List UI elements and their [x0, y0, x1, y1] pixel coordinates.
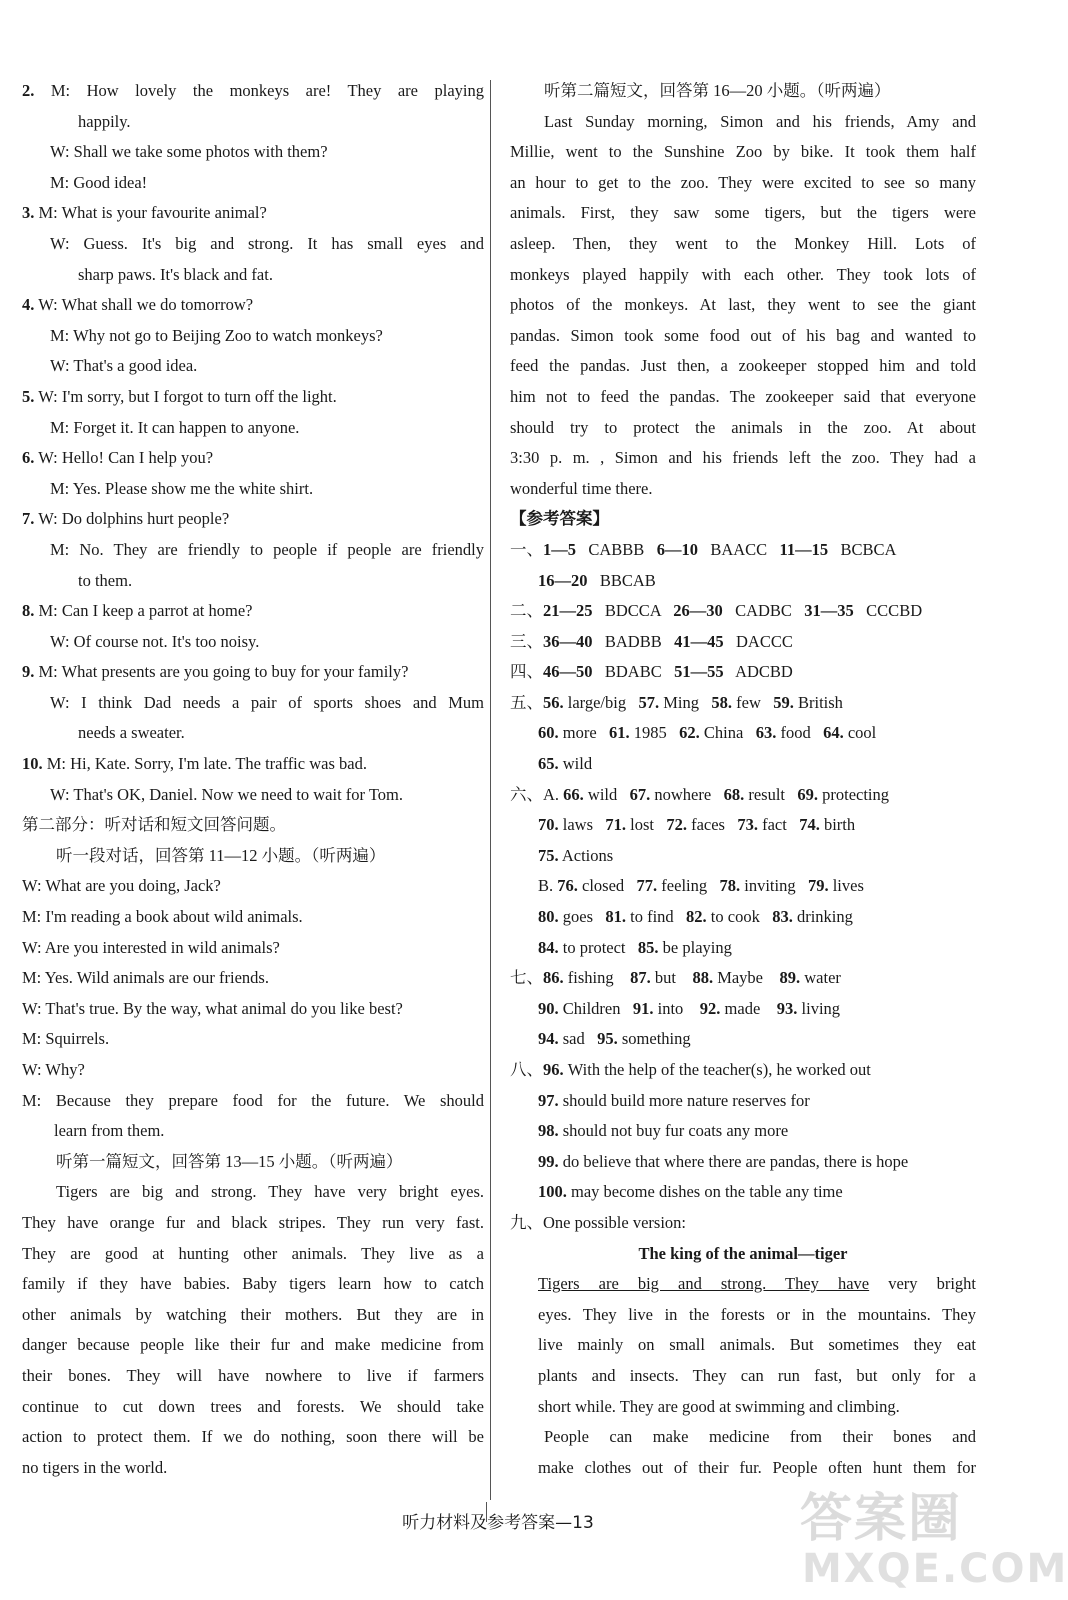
left-text-line: W: Guess. It's big and strong. It has small eyes and — [50, 233, 484, 253]
right-text-line: monkeys played happily with each other. They took lots of — [510, 264, 976, 284]
right-text-line: 84. to protect 85. be playing — [538, 937, 732, 957]
left-text-line: W: Of course not. It's too noisy. — [50, 631, 260, 651]
right-text-line: 一、1—5 CABBB 6—10 BAACC 11—15 BCBCA — [510, 539, 897, 559]
left-text-line: W: That's true. By the way, what animal do you like best? — [22, 998, 403, 1018]
left-text-line: M: Yes. Please show me the white shirt. — [50, 478, 314, 498]
left-column — [22, 76, 484, 1483]
right-text-line: plants and insects. They can run fast, but only for a — [538, 1365, 976, 1385]
left-text-line: M: Squirrels. — [22, 1029, 110, 1049]
left-text-line: 5. W: I'm sorry, but I forgot to turn off the light. — [22, 386, 337, 406]
right-text-line: eyes. They live in the forests or in the mountains. They — [538, 1304, 976, 1324]
left-text-line: 10. M: Hi, Kate. Sorry, I'm late. The traffic was bad. — [22, 754, 367, 774]
left-text-line: M: Because they prepare food for the future. We should — [22, 1090, 484, 1110]
left-text-line: M: Yes. Wild animals are our friends. — [22, 968, 269, 988]
right-text-line: 70. laws 71. lost 72. faces 73. fact 74. birth — [538, 815, 856, 835]
right-text-line: People can make medicine from their bones and — [544, 1427, 976, 1447]
left-text-line: W: What are you doing, Jack? — [22, 876, 221, 896]
left-text-line: 9. M: What presents are you going to buy for your family? — [22, 662, 409, 682]
right-text-line: 二、21—25 BDCCA 26—30 CADBC 31—35 CCCBD — [510, 601, 923, 621]
right-text-line: 60. more 61. 1985 62. China 63. food 64. cool — [538, 723, 877, 743]
right-text-line: 九、One possible version: — [510, 1212, 686, 1232]
left-text-line: sharp paws. It's black and fat. — [78, 264, 273, 284]
right-text-line: an hour to get to the zoo. They were excited to see so many — [510, 172, 976, 192]
right-text-line: make clothes out of their fur. People often hunt them for — [538, 1457, 976, 1477]
right-text-line: B. 76. closed 77. feeling 78. inviting 79. lives — [538, 876, 864, 896]
right-text-line: 四、46—50 BDABC 51—55 ADCBD — [510, 662, 793, 682]
left-text-line: danger because people like their fur and make medicine from — [22, 1335, 484, 1355]
watermark-text: 答案圈 — [800, 1489, 963, 1549]
right-text-line: 听第二篇短文，回答第 16—20 小题。（听两遍） — [544, 81, 891, 100]
left-text-line: 听第一篇短文，回答第 13—15 小题。（听两遍） — [56, 1151, 403, 1171]
right-text-line: 七、86. fishing 87. but 88. Maybe 89. water — [510, 968, 841, 988]
right-text-line: Tigers are big and strong. They have very bright — [538, 1274, 977, 1294]
left-text-line: Tigers are big and strong. They have very bright eyes. — [56, 1182, 484, 1202]
left-text-line: W: I think Dad needs a pair of sports shoes and Mum — [50, 692, 484, 712]
column-divider — [490, 80, 491, 1500]
right-text-line: 五、56. large/big 57. Ming 58. few 59. British — [510, 692, 843, 712]
right-text-line: photos of the monkeys. At last, they went to see the giant — [510, 295, 976, 315]
left-text-line: needs a sweater. — [78, 723, 185, 743]
left-text-line: M: I'm reading a book about wild animals. — [22, 907, 303, 927]
left-text-line: W: That's OK, Daniel. Now we need to wait for Tom. — [50, 784, 403, 804]
right-text-line: 98. should not buy fur coats any more — [538, 1121, 789, 1141]
right-text-line: 六、A. 66. wild 67. nowhere 68. result 69. protecting — [510, 784, 890, 804]
right-text-line: asleep. Then, they went to the Monkey Hill. Lots of — [510, 233, 976, 253]
right-text-line: wonderful time there. — [510, 478, 653, 498]
watermark-logo — [796, 1476, 1068, 1596]
right-text-line: 【参考答案】 — [510, 509, 609, 529]
right-text-line: live mainly on small animals. But sometimes they eat — [538, 1335, 976, 1355]
right-text-line: pandas. Simon took some food out of his bag and wanted to — [510, 325, 976, 345]
right-text-line: 94. sad 95. something — [538, 1029, 691, 1049]
right-text-line: him not to feed the pandas. The zookeeper said that everyone — [510, 386, 976, 406]
left-text-line: 6. W: Hello! Can I help you? — [22, 448, 214, 468]
left-text-line: M: No. They are friendly to people if people are friendly — [50, 539, 484, 559]
right-text-line: should try to protect the animals in the zoo. At about — [510, 417, 976, 437]
right-text-line: 99. do believe that where there are pandas, there is hope — [538, 1151, 909, 1171]
right-text-line: animals. First, they saw some tigers, but the tigers were — [510, 203, 976, 223]
left-text-line: their bones. They will have nowhere to live if farmers — [22, 1365, 484, 1385]
right-text-line: 75. Actions — [538, 845, 614, 865]
watermark-url: MXQE.COM — [802, 1546, 1068, 1592]
right-text-line: 三、36—40 BADBB 41—45 DACCC — [510, 631, 793, 651]
right-text-line: 3:30 p. m. , Simon and his friends left the zoo. They had a — [510, 448, 976, 468]
left-text-line: They are good at hunting other animals. They live as a — [22, 1243, 484, 1263]
left-text-line: 3. M: What is your favourite animal? — [22, 203, 267, 223]
left-text-line: M: Good idea! — [50, 172, 148, 192]
right-column — [510, 76, 976, 1483]
right-text-line: 八、96. With the help of the teacher(s), he worked out — [510, 1060, 871, 1079]
left-text-line: 8. M: Can I keep a parrot at home? — [22, 601, 253, 621]
left-text-line: M: Why not go to Beijing Zoo to watch monkeys? — [50, 325, 383, 345]
left-text-line: 4. W: What shall we do tomorrow? — [22, 295, 254, 315]
left-text-line: 2. M: How lovely the monkeys are! They are playing — [22, 81, 484, 100]
left-text-line: family if they have babies. Baby tigers learn how to catch — [22, 1274, 484, 1294]
right-text-line: feed the pandas. Just then, a zookeeper stopped him and told — [510, 356, 976, 376]
right-text-line: 90. Children 91. into 92. made 93. living — [538, 998, 841, 1018]
left-text-line: W: That's a good idea. — [50, 356, 198, 376]
left-text-line: to them. — [78, 570, 133, 590]
right-text-line: The king of the animal—tiger — [638, 1243, 848, 1263]
right-text-line: 100. may become dishes on the table any time — [538, 1182, 843, 1202]
left-text-line: continue to cut down trees and forests. We should take — [22, 1396, 484, 1416]
left-text-line: M: Forget it. It can happen to anyone. — [50, 417, 300, 437]
left-text-line: learn from them. — [54, 1121, 165, 1141]
left-text-line: other animals by watching their mothers. But they are in — [22, 1304, 484, 1324]
right-text-line: 16—20 BBCAB — [538, 570, 656, 590]
page-footer: 听力材料及参考答案—13 — [402, 1513, 594, 1533]
right-text-line: short while. They are good at swimming and climbing. — [538, 1396, 900, 1416]
left-text-line: happily. — [78, 111, 131, 131]
left-text-line: They have orange fur and black stripes. They run very fast. — [22, 1212, 484, 1232]
right-text-line: 80. goes 81. to find 82. to cook 83. drinking — [538, 907, 853, 927]
right-text-line: 97. should build more nature reserves for — [538, 1090, 810, 1110]
left-text-line: 7. W: Do dolphins hurt people? — [22, 509, 230, 529]
right-text-line: 65. wild — [538, 754, 593, 774]
left-text-line: W: Are you interested in wild animals? — [22, 937, 280, 957]
left-text-line: W: Why? — [22, 1060, 85, 1079]
left-text-line: 听一段对话，回答第 11—12 小题。（听两遍） — [56, 845, 386, 865]
left-text-line: W: Shall we take some photos with them? — [50, 142, 328, 162]
right-text-line: Last Sunday morning, Simon and his friends, Amy and — [544, 111, 976, 131]
left-text-line: 第二部分：听对话和短文回答问题。 — [22, 815, 286, 835]
right-text-line: Millie, went to the Sunshine Zoo by bike. It took them half — [510, 142, 976, 162]
left-text-line: action to protect them. If we do nothing, soon there will be — [22, 1427, 484, 1447]
left-text-line: no tigers in the world. — [22, 1457, 168, 1477]
